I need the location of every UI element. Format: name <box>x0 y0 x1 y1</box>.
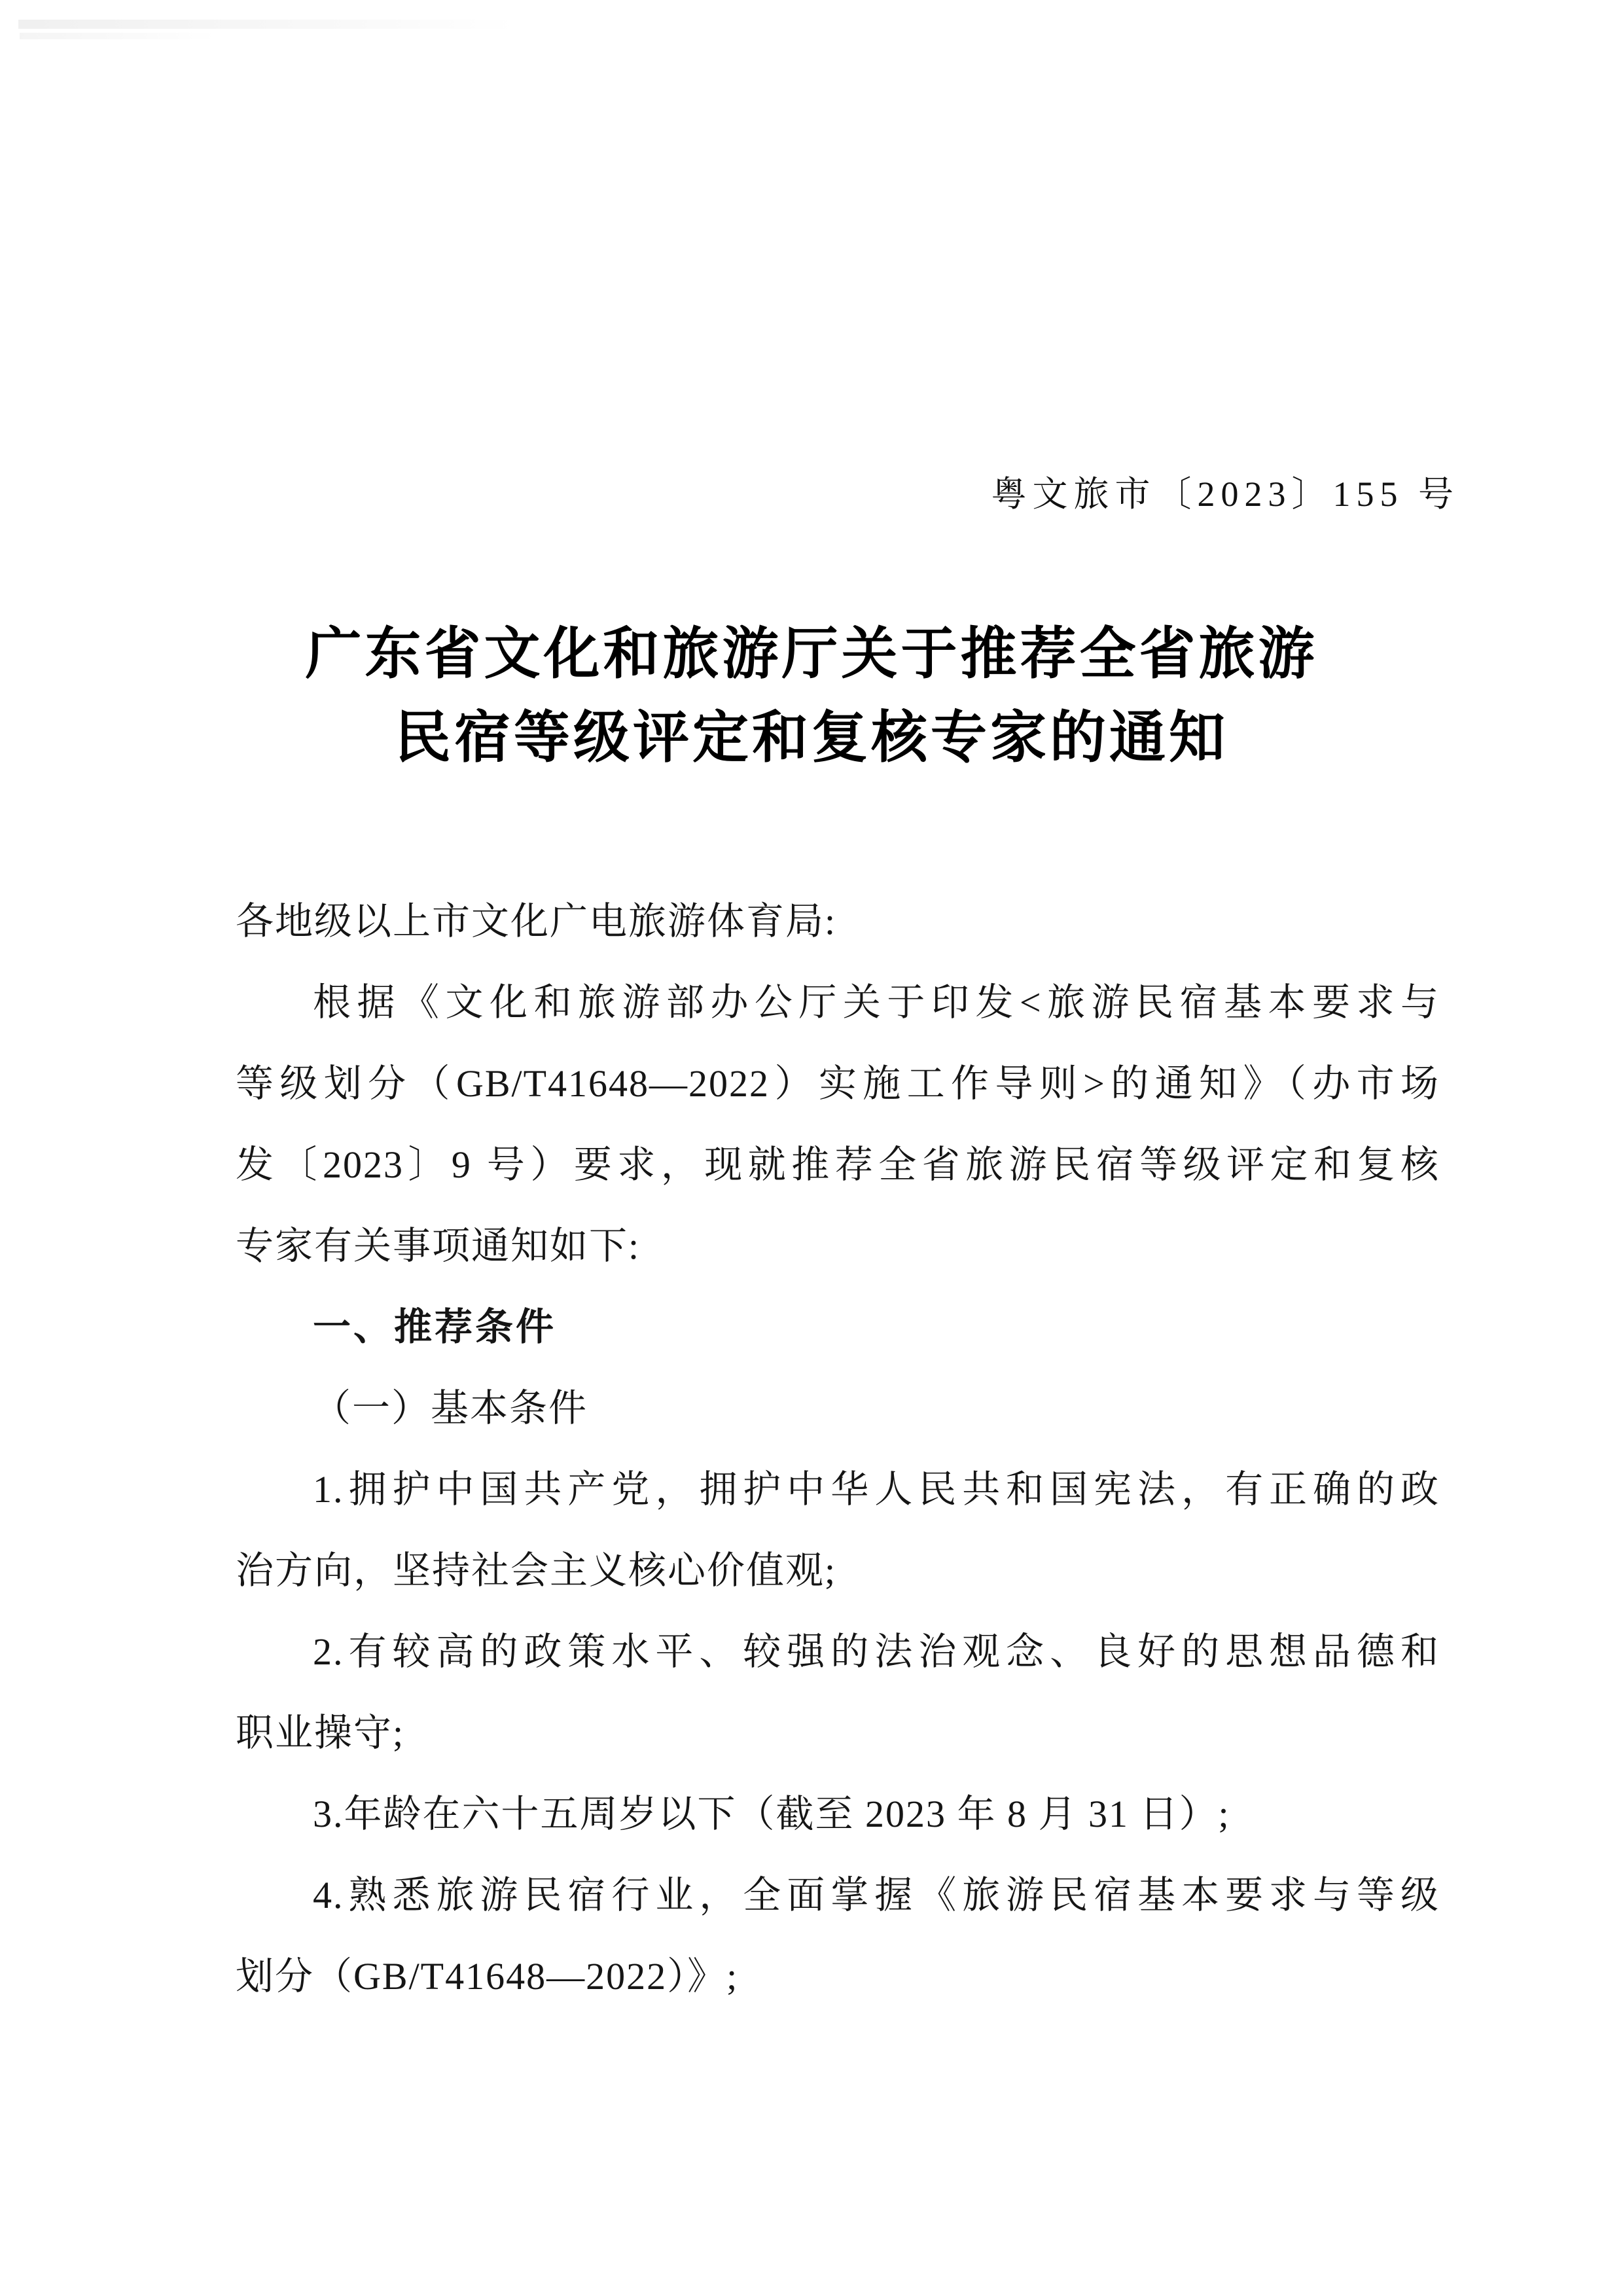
body-line: 4.熟悉旅游民宿行业，全面掌握《旅游民宿基本要求与等级 <box>313 1874 1440 1916</box>
body-line: 专家有关事项通知如下: <box>236 1225 641 1267</box>
title-line-2: 民宿等级评定和复核专家的通知 <box>395 706 1228 769</box>
scan-artifact <box>20 33 216 39</box>
body-line: 等级划分（GB/T41648—2022）实施工作导则>的通知》（办市场 <box>236 1062 1440 1105</box>
scan-artifact <box>18 20 516 29</box>
section-heading: 一、推荐条件 <box>313 1306 557 1348</box>
body-line: 3.年龄在六十五周岁以下（截至 2023 年 8 月 31 日）; <box>313 1793 1230 1835</box>
body-line: 2.有较高的政策水平、较强的法治观念、良好的思想品德和 <box>313 1630 1440 1673</box>
body-line: 治方向，坚持社会主义核心价值观; <box>236 1549 837 1592</box>
document-number: 粤文旅市〔2023〕155 号 <box>991 475 1459 514</box>
body-line: 发〔2023〕9 号）要求，现就推荐全省旅游民宿等级评定和复核 <box>236 1143 1440 1186</box>
subsection-heading: （一）基本条件 <box>313 1387 588 1429</box>
notice-title <box>0 612 1623 780</box>
body-line-salutation: 各地级以上市文化广电旅游体育局: <box>236 900 837 942</box>
body-line: 根据《文化和旅游部办公厅关于印发<旅游民宿基本要求与 <box>313 981 1440 1024</box>
notice-body <box>236 881 1440 2017</box>
title-line-1: 广东省文化和旅游厅关于推荐全省旅游 <box>305 622 1318 685</box>
body-line: 职业操守; <box>236 1712 405 1754</box>
body-line: 1.拥护中国共产党，拥护中华人民共和国宪法，有正确的政 <box>313 1468 1440 1511</box>
body-line: 划分（GB/T41648—2022）》; <box>236 1955 739 1998</box>
